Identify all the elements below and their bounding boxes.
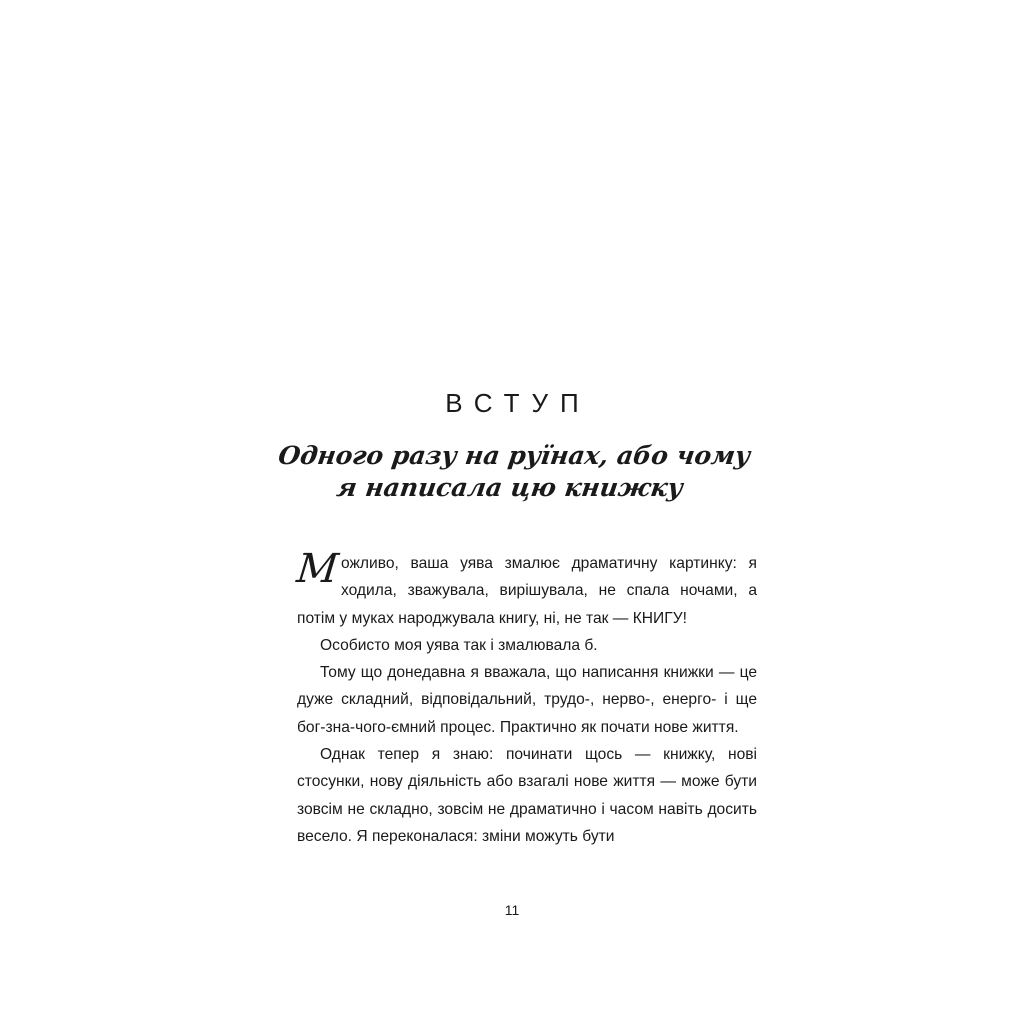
subtitle-line-1: Одного разу на руїнах, або чому bbox=[276, 441, 753, 470]
chapter-subtitle bbox=[0, 440, 1024, 504]
paragraph-4: Однак тепер я знаю: починати щось — книжку, нові стосунки, нову діяльність або взагалі нове життя — може бути зовсім не складно, зовсім не драматично і часом навіть досить весело. Я переконалася: зміни можуть бути bbox=[297, 746, 757, 845]
chapter-heading: ВСТУП bbox=[445, 388, 591, 418]
paragraph-3: Тому що донедавна я вважала, що написання книжки — це дуже складний, відповідальний, трудо-, нерво-, енерго- і ще бог-зна-чого-ємний процес. Практично як почати нове життя. bbox=[297, 664, 757, 736]
page-number: 11 bbox=[504, 902, 520, 918]
paragraph-1 bbox=[294, 546, 757, 632]
paragraph-2: Особисто моя уява так і змалювала б. bbox=[320, 636, 598, 654]
subtitle-line-2: я написала цю книжку bbox=[334, 473, 685, 502]
paragraph-1-text: ожливо, ваша уява змалює драматичну картинку: я ходила, зважувала, вирішувала, не спала ночами, а потім у муках народжувала книгу, ні, не так — КНИГУ! bbox=[297, 555, 757, 627]
drop-cap: М bbox=[294, 546, 341, 592]
body-text bbox=[294, 546, 757, 850]
